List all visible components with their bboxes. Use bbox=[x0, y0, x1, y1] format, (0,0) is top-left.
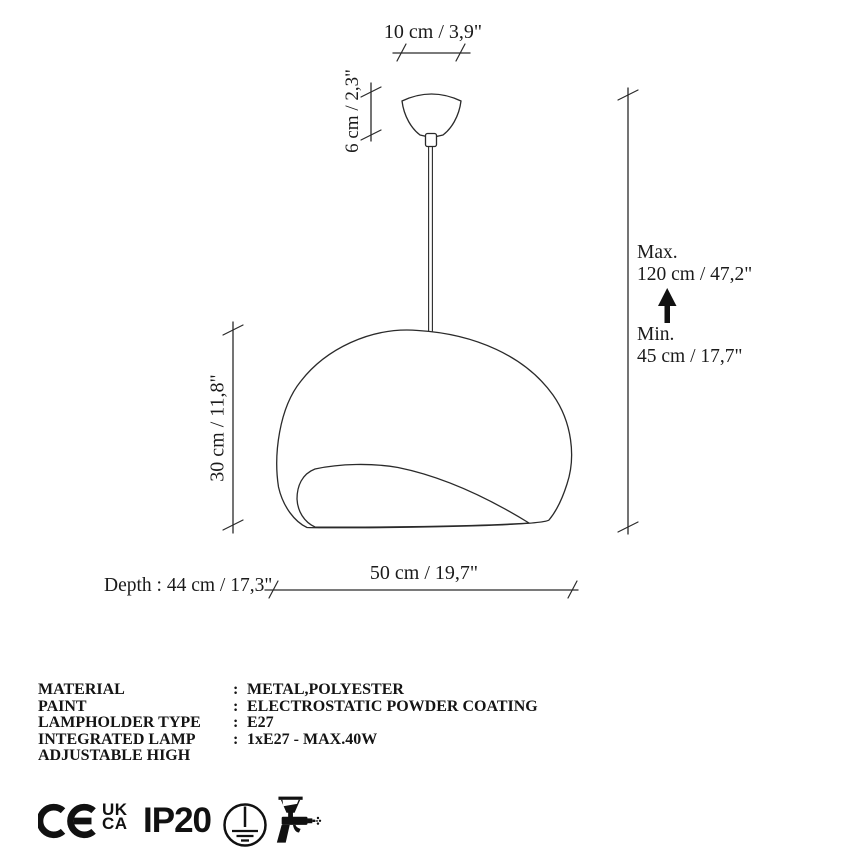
overall-height-dimension bbox=[618, 88, 638, 534]
spec-label: INTEGRATED LAMP bbox=[38, 730, 196, 748]
depth-label: Depth : 44 cm / 17,3" bbox=[104, 575, 273, 596]
certification-marks bbox=[36, 790, 356, 860]
min-value: 45 cm / 17,7" bbox=[637, 345, 743, 367]
spec-table bbox=[38, 682, 538, 765]
spec-label: LAMPHOLDER TYPE bbox=[38, 714, 201, 732]
min-caption: Min. bbox=[637, 324, 675, 345]
ukca-line1: UK bbox=[102, 800, 128, 819]
spec-row-material bbox=[38, 682, 538, 699]
spec-row-integrated-lamp bbox=[38, 732, 538, 749]
spec-row-lampholder bbox=[38, 715, 538, 732]
protective-earth-icon bbox=[222, 802, 268, 850]
ce-mark-icon bbox=[38, 800, 102, 842]
spec-value: 1xE27 - MAX.40W bbox=[247, 730, 378, 748]
spec-separator bbox=[233, 748, 247, 765]
ip20-rating: IP20 bbox=[143, 801, 211, 840]
spec-row-paint bbox=[38, 699, 538, 716]
spec-row-adjustable-high bbox=[38, 748, 538, 765]
height-min-label bbox=[637, 324, 742, 367]
adjustable-height-arrow-icon bbox=[658, 288, 677, 323]
ceiling-canopy bbox=[402, 94, 461, 147]
spec-value: ELECTROSTATIC POWDER COATING bbox=[247, 697, 538, 715]
canopy-width-dimension bbox=[393, 44, 470, 61]
max-caption: Max. bbox=[637, 242, 678, 263]
spec-value: METAL,POLYESTER bbox=[247, 681, 404, 698]
paint-spray-gun-icon bbox=[272, 792, 322, 848]
suspension-cord bbox=[429, 147, 433, 332]
shade-width-label: 50 cm / 19,7" bbox=[369, 562, 479, 584]
max-value: 120 cm / 47,2" bbox=[637, 263, 753, 285]
canopy-height-label: 6 cm / 2,3" bbox=[342, 69, 364, 153]
height-max-label bbox=[637, 242, 752, 285]
spec-label: PAINT bbox=[38, 697, 87, 715]
spec-label: MATERIAL bbox=[38, 681, 125, 698]
ukca-line2: CA bbox=[102, 813, 128, 833]
shade-height-label: 30 cm / 11,8" bbox=[206, 374, 229, 482]
canopy-width-label: 10 cm / 3,9" bbox=[383, 21, 483, 43]
shade-opening bbox=[297, 464, 529, 527]
spec-separator: : bbox=[233, 681, 239, 698]
spec-separator: : bbox=[233, 697, 239, 715]
spec-value: E27 bbox=[247, 714, 274, 732]
spec-separator: : bbox=[233, 714, 239, 732]
spec-label: ADJUSTABLE HIGH bbox=[38, 747, 191, 765]
lamp-shade bbox=[277, 330, 572, 528]
spec-separator: : bbox=[233, 730, 239, 748]
canopy-height-dimension bbox=[361, 83, 381, 141]
ukca-mark bbox=[102, 800, 128, 833]
